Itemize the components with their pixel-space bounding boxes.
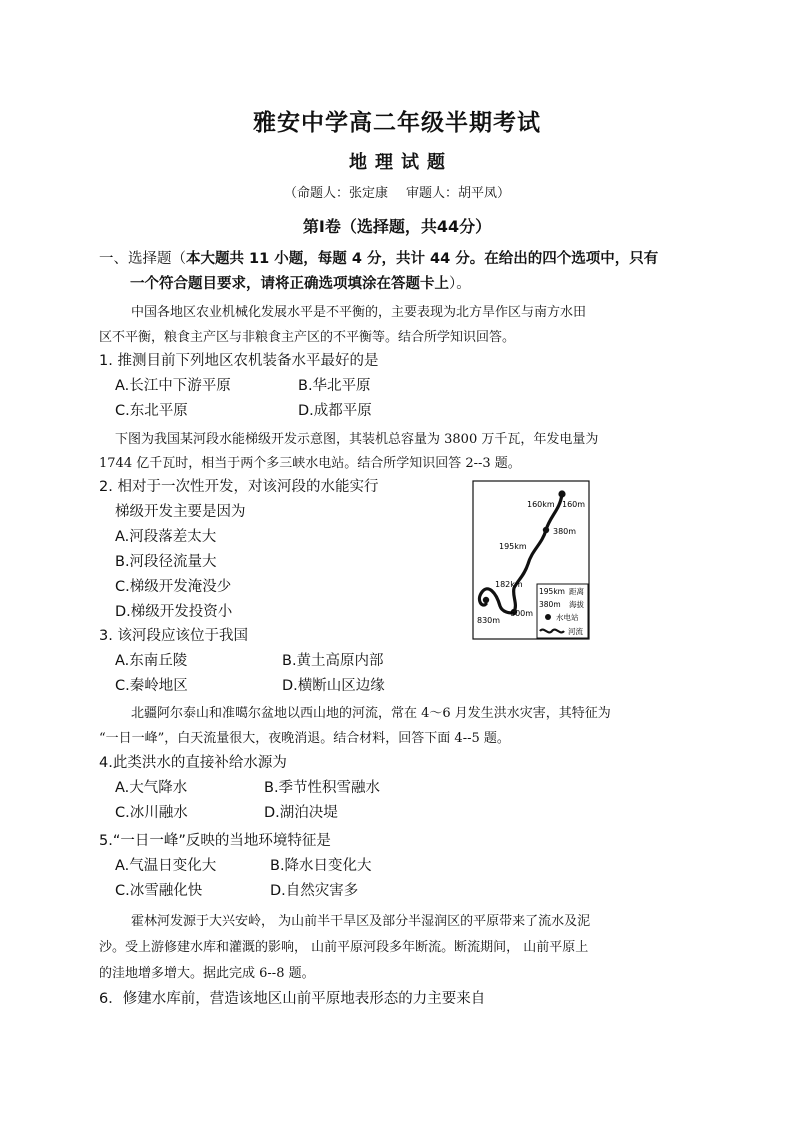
question-6: 6．修建水库前，营造该地区山前平原地表形态的力主要来自 [99, 991, 486, 1007]
passage-3-cont: “一日一峰”，白天流量很大，夜晚消退。结合材料，回答下面 4--5 题。 [99, 731, 510, 746]
passage-1-cont: 区不平衡，粮食主产区与非粮食主产区的不平衡等。结合所学知识回答。 [99, 330, 516, 345]
label-160km: 160km [527, 500, 555, 509]
option-1a: A.长江中下游平原 [115, 378, 231, 394]
option-2a: A.河段落差太大 [115, 529, 217, 545]
option-1d: D.成都平原 [298, 403, 372, 419]
label-380m: 380m [553, 527, 577, 536]
option-5c: C.冰雪融化快 [115, 883, 203, 899]
setter: （命题人：张定康 [283, 186, 388, 201]
option-4c: C.冰川融水 [115, 805, 188, 821]
option-1c: C.东北平原 [115, 403, 188, 419]
passage-3: 北疆阿尔泰山和准噶尔盆地以西山地的河流，常在 4～6 月发生洪水灾害，其特征为 [131, 706, 611, 721]
option-3b: B.黄土高原内部 [282, 653, 384, 669]
question-2: 2. 相对于一次性开发，对该河段的水能实行 [99, 479, 379, 495]
label-182km: 182km [495, 580, 523, 589]
part-heading: 第Ⅰ卷（选择题，共44分） [302, 217, 492, 236]
option-4b: B.季节性积雪融水 [264, 780, 381, 796]
option-3d: D.横断山区边缘 [282, 678, 385, 694]
option-5a: A.气温日变化大 [115, 858, 217, 874]
exam-title: 雅安中学高二年级半期考试 [253, 109, 541, 136]
passage-2: 下图为我国某河段水能梯级开发示意图，其装机总容量为 3800 万千瓦，年发电量为 [115, 432, 599, 447]
question-4: 4.此类洪水的直接补给水源为 [99, 755, 287, 771]
legend-dist-label: 距离 [569, 587, 584, 596]
passage-4-cont2: 的洼地增多增大。据此完成 6--8 题。 [99, 966, 315, 981]
question-3: 3. 该河段应该位于我国 [99, 628, 248, 644]
legend-dist-value: 195km [539, 587, 565, 596]
label-830m: 830m [477, 616, 501, 625]
option-5b: B.降水日变化大 [270, 858, 372, 874]
option-2b: B.河段径流量大 [115, 554, 217, 570]
question-5: 5.“一日一峰”反映的当地环境特征是 [99, 833, 331, 849]
question-1: 1. 推测目前下列地区农机装备水平最好的是 [99, 353, 379, 369]
legend-alt-label: 海拔 [569, 600, 584, 609]
option-5d: D.自然灾害多 [270, 883, 359, 899]
section-heading-cont: 一个符合题目要求，请将正确选项填涂在答题卡上）。 [130, 276, 471, 292]
authors-line [0, 182, 794, 201]
label-600m: 600m [510, 609, 534, 618]
legend-river-label: 河流 [568, 627, 583, 636]
option-2d: D.梯级开发投资小 [115, 604, 233, 620]
option-3a: A.东南丘陵 [115, 653, 188, 669]
river-hydropower-diagram [472, 480, 590, 640]
reviewer: 审题人：胡平凤） [406, 186, 511, 201]
legend-station-label: 水电站 [556, 613, 579, 622]
subject-title: 地 理 试 题 [349, 152, 445, 173]
label-195km: 195km [499, 542, 527, 551]
map-legend [537, 584, 588, 638]
option-1b: B.华北平原 [298, 378, 371, 394]
passage-1: 中国各地区农业机械化发展水平是不平衡的，主要表现为北方旱作区与南方水田 [131, 305, 587, 320]
option-4a: A.大气降水 [115, 780, 188, 796]
section-heading: 一、选择题（本大题共 11 小题，每题 4 分，共计 44 分。在给出的四个选项中，只有 [99, 251, 659, 267]
passage-2-cont: 1744 亿千瓦时，相当于两个多三峡水电站。结合所学知识回答 2--3 题。 [99, 456, 521, 471]
legend-station-icon [545, 614, 551, 620]
option-4d: D.湖泊决堤 [264, 805, 338, 821]
passage-4-cont: 沙。受上游修建水库和灌溉的影响， 山前平原河段多年断流。断流期间， 山前平原上 [99, 940, 589, 955]
option-2c: C.梯级开发淹没少 [115, 579, 232, 595]
label-160m: 160m [562, 500, 586, 509]
option-3c: C.秦岭地区 [115, 678, 188, 694]
passage-4: 霍林河发源于大兴安岭， 为山前半干旱区及部分半湿润区的平原带来了流水及泥 [131, 914, 591, 929]
legend-alt-value: 380m [539, 600, 561, 609]
question-2-cont: 梯级开发主要是因为 [115, 504, 246, 520]
